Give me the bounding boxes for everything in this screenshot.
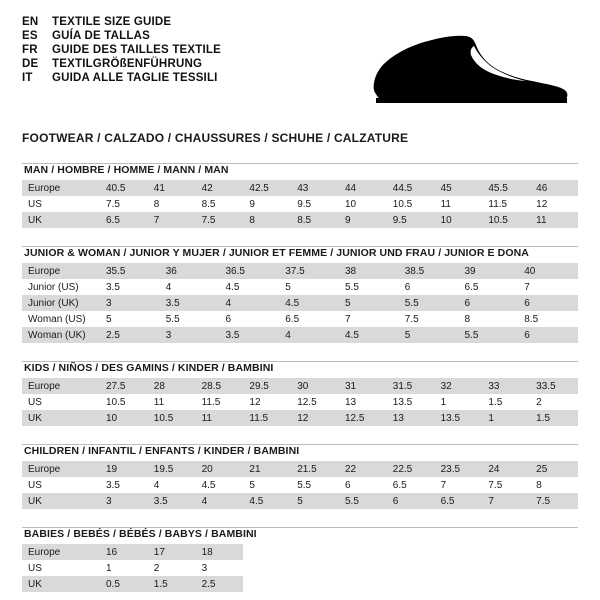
cell: 46 bbox=[530, 180, 578, 196]
cell: 30 bbox=[291, 378, 339, 394]
cell: 4 bbox=[160, 279, 220, 295]
table-row bbox=[22, 493, 578, 509]
dress-shoe-icon bbox=[370, 32, 570, 117]
cell: 17 bbox=[148, 544, 196, 560]
cell: 8.5 bbox=[291, 212, 339, 228]
cell: 9 bbox=[339, 212, 387, 228]
lang-code-de: DE bbox=[22, 58, 39, 70]
cell: 25 bbox=[530, 461, 578, 477]
cell: 3 bbox=[160, 327, 220, 343]
cell-empty bbox=[387, 576, 435, 592]
cell: 38.5 bbox=[399, 263, 459, 279]
cell: 8 bbox=[148, 196, 196, 212]
size-table-babies bbox=[22, 544, 578, 592]
cell-empty bbox=[482, 576, 530, 592]
cell: 22.5 bbox=[387, 461, 435, 477]
section-title-babies: BABIES / BEBÉS / BÉBÉS / BABYS / BAMBINI bbox=[24, 528, 257, 540]
cell: 9 bbox=[243, 196, 291, 212]
cell: 5.5 bbox=[160, 311, 220, 327]
size-table-children bbox=[22, 461, 578, 509]
cell: 33.5 bbox=[530, 378, 578, 394]
cell: 12.5 bbox=[291, 394, 339, 410]
row-label: US bbox=[22, 196, 100, 212]
row-label: UK bbox=[22, 212, 100, 228]
cell: 42.5 bbox=[243, 180, 291, 196]
cell: 24 bbox=[482, 461, 530, 477]
row-label: Junior (US) bbox=[22, 279, 100, 295]
table-row bbox=[22, 311, 578, 327]
cell: 12 bbox=[530, 196, 578, 212]
cell: 5.5 bbox=[339, 493, 387, 509]
cell: 6 bbox=[518, 327, 578, 343]
row-label: UK bbox=[22, 410, 100, 426]
cell: 1 bbox=[100, 560, 148, 576]
row-label: Europe bbox=[22, 461, 100, 477]
cell: 7.5 bbox=[100, 196, 148, 212]
cell-empty bbox=[243, 576, 291, 592]
cell: 11 bbox=[196, 410, 244, 426]
cell: 7.5 bbox=[530, 493, 578, 509]
cell: 43 bbox=[291, 180, 339, 196]
lang-title-de: TEXTILGRÖßENFÜHRUNG bbox=[52, 58, 203, 70]
cell: 6 bbox=[459, 295, 519, 311]
cell: 6 bbox=[220, 311, 280, 327]
section-title-man: MAN / HOMBRE / HOMME / MANN / MAN bbox=[24, 164, 229, 176]
cell-empty bbox=[339, 576, 387, 592]
cell: 6 bbox=[518, 295, 578, 311]
cell: 8.5 bbox=[518, 311, 578, 327]
cell: 36 bbox=[160, 263, 220, 279]
cell: 11 bbox=[148, 394, 196, 410]
table-row bbox=[22, 378, 578, 394]
cell: 7 bbox=[148, 212, 196, 228]
cell: 6.5 bbox=[459, 279, 519, 295]
cell: 28.5 bbox=[196, 378, 244, 394]
table-row bbox=[22, 180, 578, 196]
cell: 31.5 bbox=[387, 378, 435, 394]
cell: 3 bbox=[100, 295, 160, 311]
cell: 3.5 bbox=[148, 493, 196, 509]
cell-empty bbox=[435, 560, 483, 576]
cell: 5 bbox=[243, 477, 291, 493]
cell: 36.5 bbox=[220, 263, 280, 279]
cell: 39 bbox=[459, 263, 519, 279]
table-row bbox=[22, 327, 578, 343]
table-row bbox=[22, 212, 578, 228]
cell: 10.5 bbox=[148, 410, 196, 426]
cell: 21.5 bbox=[291, 461, 339, 477]
cell: 6.5 bbox=[387, 477, 435, 493]
cell: 29.5 bbox=[243, 378, 291, 394]
cell-empty bbox=[387, 560, 435, 576]
cell: 5.5 bbox=[291, 477, 339, 493]
cell: 40 bbox=[518, 263, 578, 279]
row-label: Woman (UK) bbox=[22, 327, 100, 343]
cell: 8 bbox=[530, 477, 578, 493]
row-label: Europe bbox=[22, 263, 100, 279]
cell: 1.5 bbox=[482, 394, 530, 410]
cell: 10 bbox=[435, 212, 483, 228]
cell: 42 bbox=[196, 180, 244, 196]
table-row bbox=[22, 477, 578, 493]
cell: 5 bbox=[399, 327, 459, 343]
section-title-children: CHILDREN / INFANTIL / ENFANTS / KINDER / BAMBINI bbox=[24, 445, 300, 457]
cell-empty bbox=[482, 544, 530, 560]
cell: 7 bbox=[435, 477, 483, 493]
row-label: US bbox=[22, 394, 100, 410]
lang-code-it: IT bbox=[22, 72, 33, 84]
cell: 6.5 bbox=[279, 311, 339, 327]
lang-title-fr: GUIDE DES TAILLES TEXTILE bbox=[52, 44, 221, 56]
cell: 11 bbox=[530, 212, 578, 228]
cell: 10.5 bbox=[482, 212, 530, 228]
cell: 6 bbox=[339, 477, 387, 493]
cell: 4.5 bbox=[279, 295, 339, 311]
cell-empty bbox=[243, 544, 291, 560]
cell: 4 bbox=[148, 477, 196, 493]
cell: 4 bbox=[279, 327, 339, 343]
cell: 5 bbox=[339, 295, 399, 311]
cell: 10.5 bbox=[387, 196, 435, 212]
size-table-kids bbox=[22, 378, 578, 426]
lang-title-es: GUÍA DE TALLAS bbox=[52, 30, 150, 42]
cell: 45.5 bbox=[482, 180, 530, 196]
section-children bbox=[22, 444, 578, 509]
cell: 7 bbox=[482, 493, 530, 509]
cell-empty bbox=[291, 576, 339, 592]
cell: 3.5 bbox=[100, 477, 148, 493]
cell-empty bbox=[435, 544, 483, 560]
row-label: US bbox=[22, 477, 100, 493]
cell: 31 bbox=[339, 378, 387, 394]
cell-empty bbox=[387, 544, 435, 560]
category-line: FOOTWEAR / CALZADO / CHAUSSURES / SCHUHE / CALZATURE bbox=[22, 131, 409, 145]
cell: 12.5 bbox=[339, 410, 387, 426]
cell-empty bbox=[530, 576, 578, 592]
cell: 5 bbox=[279, 279, 339, 295]
cell: 2.5 bbox=[196, 576, 244, 592]
row-label: Junior (UK) bbox=[22, 295, 100, 311]
table-row bbox=[22, 295, 578, 311]
row-label: Woman (US) bbox=[22, 311, 100, 327]
row-label: US bbox=[22, 560, 100, 576]
cell: 33 bbox=[482, 378, 530, 394]
cell: 10.5 bbox=[100, 394, 148, 410]
cell: 1 bbox=[482, 410, 530, 426]
cell-empty bbox=[435, 576, 483, 592]
cell: 13.5 bbox=[387, 394, 435, 410]
row-label: UK bbox=[22, 576, 100, 592]
cell: 9.5 bbox=[387, 212, 435, 228]
cell: 20 bbox=[196, 461, 244, 477]
cell: 11 bbox=[435, 196, 483, 212]
cell: 8.5 bbox=[196, 196, 244, 212]
cell: 44.5 bbox=[387, 180, 435, 196]
cell: 11.5 bbox=[196, 394, 244, 410]
cell: 3 bbox=[196, 560, 244, 576]
table-row bbox=[22, 279, 578, 295]
table-row bbox=[22, 410, 578, 426]
size-table-junior-woman bbox=[22, 263, 578, 343]
cell: 3.5 bbox=[100, 279, 160, 295]
cell: 45 bbox=[435, 180, 483, 196]
section-kids bbox=[22, 361, 578, 426]
cell: 7 bbox=[339, 311, 399, 327]
section-title-kids: KIDS / NIÑOS / DES GAMINS / KINDER / BAMBINI bbox=[24, 362, 274, 374]
lang-code-fr: FR bbox=[22, 44, 38, 56]
table-row bbox=[22, 544, 578, 560]
cell: 22 bbox=[339, 461, 387, 477]
cell: 4.5 bbox=[220, 279, 280, 295]
cell: 28 bbox=[148, 378, 196, 394]
cell: 13 bbox=[339, 394, 387, 410]
cell: 23.5 bbox=[435, 461, 483, 477]
cell: 3 bbox=[100, 493, 148, 509]
table-row bbox=[22, 196, 578, 212]
cell-empty bbox=[530, 544, 578, 560]
lang-code-es: ES bbox=[22, 30, 38, 42]
cell-empty bbox=[243, 560, 291, 576]
cell: 18 bbox=[196, 544, 244, 560]
cell: 7.5 bbox=[196, 212, 244, 228]
cell: 2.5 bbox=[100, 327, 160, 343]
cell: 3.5 bbox=[220, 327, 280, 343]
cell-empty bbox=[339, 560, 387, 576]
cell: 6.5 bbox=[435, 493, 483, 509]
cell: 6.5 bbox=[100, 212, 148, 228]
table-row bbox=[22, 560, 578, 576]
section-title-junior-woman: JUNIOR & WOMAN / JUNIOR Y MUJER / JUNIOR ET FEMME / JUNIOR UND FRAU / JUNIOR E DONA bbox=[24, 247, 529, 259]
cell: 4 bbox=[220, 295, 280, 311]
cell: 4.5 bbox=[196, 477, 244, 493]
cell: 4.5 bbox=[339, 327, 399, 343]
cell: 41 bbox=[148, 180, 196, 196]
cell: 37.5 bbox=[279, 263, 339, 279]
cell: 35.5 bbox=[100, 263, 160, 279]
size-table-man bbox=[22, 180, 578, 228]
cell: 1 bbox=[435, 394, 483, 410]
cell: 10 bbox=[339, 196, 387, 212]
section-junior-woman bbox=[22, 246, 578, 343]
cell: 5 bbox=[100, 311, 160, 327]
cell: 8 bbox=[243, 212, 291, 228]
document-header bbox=[22, 16, 578, 117]
cell: 44 bbox=[339, 180, 387, 196]
cell: 2 bbox=[530, 394, 578, 410]
cell: 5.5 bbox=[339, 279, 399, 295]
cell: 3.5 bbox=[160, 295, 220, 311]
table-row bbox=[22, 394, 578, 410]
cell: 16 bbox=[100, 544, 148, 560]
cell: 5.5 bbox=[459, 327, 519, 343]
cell-empty bbox=[291, 560, 339, 576]
cell: 11.5 bbox=[243, 410, 291, 426]
cell: 5.5 bbox=[399, 295, 459, 311]
row-label: Europe bbox=[22, 544, 100, 560]
cell-empty bbox=[482, 560, 530, 576]
cell: 27.5 bbox=[100, 378, 148, 394]
cell: 1.5 bbox=[530, 410, 578, 426]
language-titles bbox=[22, 16, 221, 84]
cell: 21 bbox=[243, 461, 291, 477]
cell: 19.5 bbox=[148, 461, 196, 477]
cell: 9.5 bbox=[291, 196, 339, 212]
cell: 0.5 bbox=[100, 576, 148, 592]
lang-title-en: TEXTILE SIZE GUIDE bbox=[52, 16, 172, 28]
cell: 1.5 bbox=[148, 576, 196, 592]
cell: 6 bbox=[387, 493, 435, 509]
cell: 12 bbox=[243, 394, 291, 410]
row-label: Europe bbox=[22, 180, 100, 196]
lang-code-en: EN bbox=[22, 16, 39, 28]
section-man bbox=[22, 163, 578, 228]
cell-empty bbox=[291, 544, 339, 560]
cell: 40.5 bbox=[100, 180, 148, 196]
cell: 11.5 bbox=[482, 196, 530, 212]
cell: 13 bbox=[387, 410, 435, 426]
table-row bbox=[22, 576, 578, 592]
cell: 32 bbox=[435, 378, 483, 394]
cell: 19 bbox=[100, 461, 148, 477]
cell: 2 bbox=[148, 560, 196, 576]
cell: 7.5 bbox=[482, 477, 530, 493]
cell: 4 bbox=[196, 493, 244, 509]
cell: 13.5 bbox=[435, 410, 483, 426]
cell-empty bbox=[339, 544, 387, 560]
cell: 8 bbox=[459, 311, 519, 327]
cell: 38 bbox=[339, 263, 399, 279]
cell: 7.5 bbox=[399, 311, 459, 327]
cell: 12 bbox=[291, 410, 339, 426]
cell: 7 bbox=[518, 279, 578, 295]
cell: 5 bbox=[291, 493, 339, 509]
cell-empty bbox=[530, 560, 578, 576]
cell: 10 bbox=[100, 410, 148, 426]
section-babies bbox=[22, 527, 578, 592]
row-label: Europe bbox=[22, 378, 100, 394]
cell: 6 bbox=[399, 279, 459, 295]
table-row bbox=[22, 263, 578, 279]
row-label: UK bbox=[22, 493, 100, 509]
table-row bbox=[22, 461, 578, 477]
lang-title-it: GUIDA ALLE TAGLIE TESSILI bbox=[52, 72, 218, 84]
cell: 4.5 bbox=[243, 493, 291, 509]
